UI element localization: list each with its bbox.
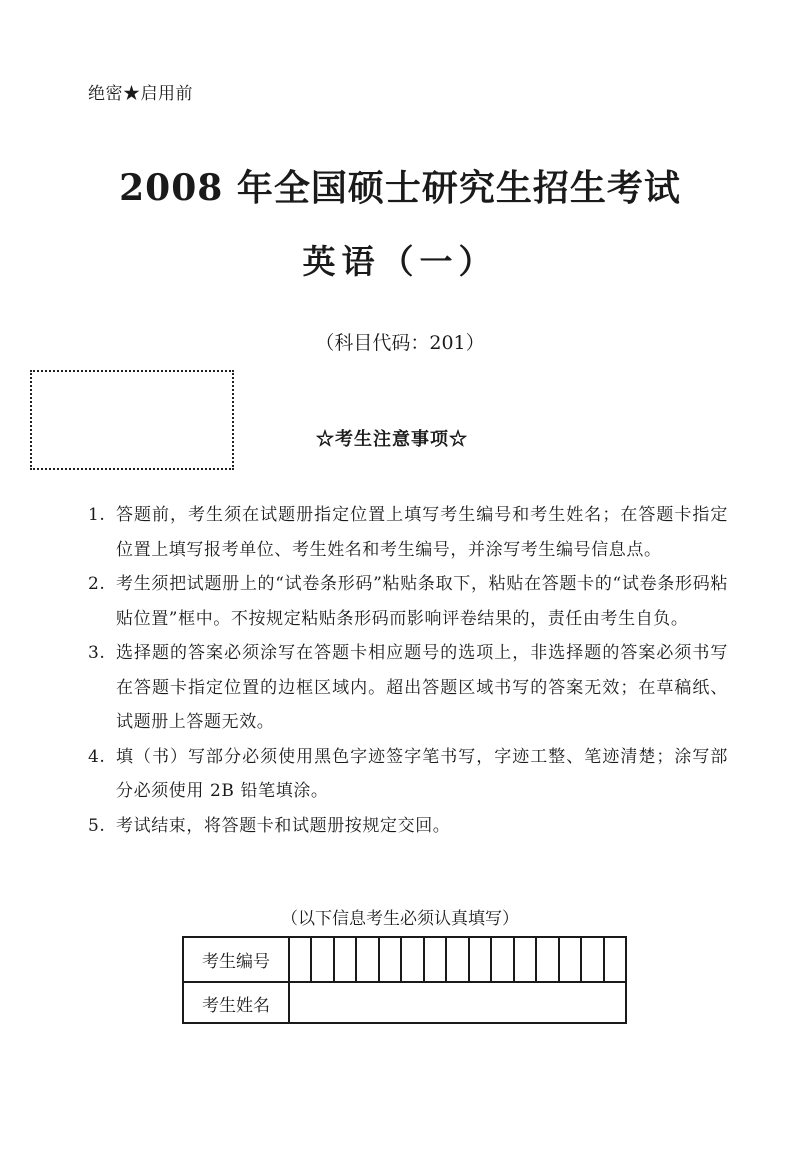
notice-item-text: 答题前，考生须在试题册指定位置上填写考生编号和考生姓名；在答题卡指定位置上填写报考单位、考生姓名和考生编号，并涂写考生编号信息点。 bbox=[116, 505, 728, 560]
subject-code: （科目代码：201） bbox=[315, 332, 485, 354]
notice-item-number: 2. bbox=[88, 574, 106, 594]
candidate-number-cell[interactable] bbox=[470, 938, 492, 981]
notice-item-text: 考试结束，将答题卡和试题册按规定交回。 bbox=[116, 815, 451, 836]
candidate-number-cell[interactable] bbox=[380, 938, 402, 981]
candidate-number-cell[interactable] bbox=[425, 938, 447, 981]
notice-item-number: 1. bbox=[88, 505, 106, 525]
candidate-name-label: 考生姓名 bbox=[184, 983, 290, 1024]
notice-item-number: 4. bbox=[88, 746, 106, 767]
candidate-number-cell[interactable] bbox=[402, 938, 424, 981]
exam-subtitle: 英语（一） bbox=[302, 242, 498, 281]
secret-mark: 绝密★启用前 bbox=[88, 84, 193, 104]
candidate-number-cell[interactable] bbox=[582, 938, 604, 981]
notice-item bbox=[88, 809, 728, 844]
notice-item-text: 考生须把试题册上的“试卷条形码”粘贴条取下，粘贴在答题卡的“试卷条形码粘贴位置”框中。不按规定粘贴条形码而影响评卷结果的，责任由考生自负。 bbox=[116, 574, 728, 629]
notice-item-number: 5. bbox=[88, 815, 106, 836]
candidate-number-cell[interactable] bbox=[335, 938, 357, 981]
candidate-number-cell[interactable] bbox=[290, 938, 312, 981]
notice-item-text: 选择题的答案必须涂写在答题卡相应题号的选项上，非选择题的答案必须书写在答题卡指定位置的边框区域内。超出答题区域书写的答案无效；在草稿纸、试题册上答题无效。 bbox=[116, 643, 728, 732]
notice-item-text: 填（书）写部分必须使用黑色字迹签字笔书写，字迹工整、笔迹清楚；涂写部分必须使用 2B 铅笔填涂。 bbox=[116, 746, 728, 801]
candidate-number-field[interactable] bbox=[290, 938, 625, 981]
candidate-number-cell[interactable] bbox=[357, 938, 379, 981]
notice-title: ☆考生注意事项☆ bbox=[316, 429, 468, 450]
candidate-name-row bbox=[184, 981, 625, 1024]
notice-item bbox=[88, 498, 728, 567]
barcode-sticker-area bbox=[30, 370, 234, 470]
candidate-number-cell[interactable] bbox=[312, 938, 334, 981]
candidate-number-row bbox=[184, 938, 625, 981]
candidate-number-cell[interactable] bbox=[492, 938, 514, 981]
candidate-name-field[interactable] bbox=[290, 983, 625, 1024]
candidate-info-table bbox=[182, 936, 627, 1024]
candidate-number-cell[interactable] bbox=[447, 938, 469, 981]
fill-instruction: （以下信息考生必须认真填写） bbox=[281, 909, 519, 929]
notice-item bbox=[88, 567, 728, 636]
notice-list bbox=[88, 498, 728, 843]
candidate-number-cell[interactable] bbox=[537, 938, 559, 981]
candidate-number-cell[interactable] bbox=[515, 938, 537, 981]
notice-item-number: 3. bbox=[88, 643, 106, 663]
exam-title: 2008 年全国硕士研究生招生考试 bbox=[119, 167, 681, 209]
notice-item bbox=[88, 740, 728, 809]
candidate-number-cell[interactable] bbox=[605, 938, 625, 981]
notice-item bbox=[88, 636, 728, 740]
candidate-number-label: 考生编号 bbox=[184, 938, 290, 981]
candidate-number-cell[interactable] bbox=[560, 938, 582, 981]
